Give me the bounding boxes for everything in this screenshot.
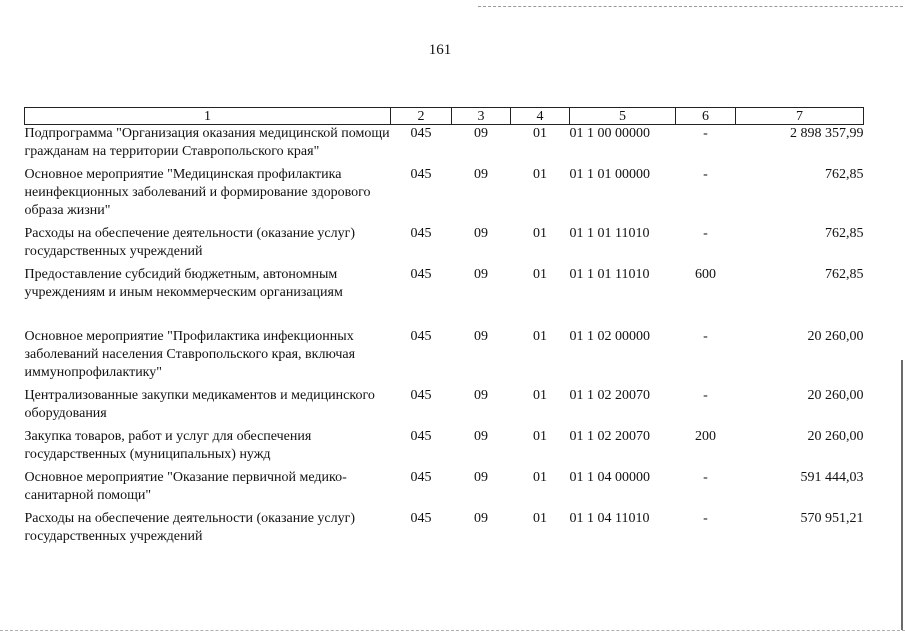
row-ministry-code: 045 — [410, 267, 432, 282]
row-expense-type: 600 — [695, 267, 716, 282]
row-sum: 2 898 357,99 — [790, 126, 864, 141]
row-name: Расходы на обеспечение деятельности (оказание услуг) государственных учреждений — [24, 511, 356, 544]
row-name: Централизованные закупки медикаментов и медицинского оборудования — [24, 388, 375, 421]
row-sum: 570 951,21 — [800, 511, 864, 526]
row-name: Закупка товаров, работ и услуг для обеспечения государственных (муниципальных) нужд — [24, 429, 312, 462]
row-subsection-code: 01 — [533, 388, 547, 403]
column-header-3: 3 — [452, 108, 511, 125]
row-expense-type: - — [703, 329, 708, 344]
scan-artifact-right-edge — [901, 360, 903, 630]
row-sum: 591 444,03 — [800, 470, 864, 485]
column-header-5: 5 — [570, 108, 676, 125]
row-target-code: 01 1 04 00000 — [569, 470, 650, 485]
row-target-code: 01 1 00 00000 — [569, 126, 650, 141]
row-subsection-code: 01 — [533, 429, 547, 444]
budget-table — [24, 107, 864, 551]
table-row — [25, 166, 864, 225]
row-expense-type: - — [703, 470, 708, 485]
row-section-code: 09 — [474, 126, 488, 141]
row-section-code: 09 — [474, 267, 488, 282]
row-ministry-code: 045 — [410, 388, 432, 403]
row-section-code: 09 — [474, 470, 488, 485]
row-subsection-code: 01 — [533, 126, 547, 141]
row-name: Основное мероприятие "Медицинская профилактика неинфекционных заболеваний и формирование здорового образа жизни" — [24, 167, 371, 218]
column-header-4: 4 — [511, 108, 570, 125]
row-subsection-code: 01 — [533, 470, 547, 485]
row-expense-type: - — [703, 226, 708, 241]
row-ministry-code: 045 — [410, 167, 432, 182]
row-subsection-code: 01 — [533, 226, 547, 241]
scan-artifact-top-line — [478, 6, 903, 7]
row-subsection-code: 01 — [533, 511, 547, 526]
header-row — [25, 108, 864, 125]
table-row — [25, 266, 864, 328]
row-target-code: 01 1 02 20070 — [569, 388, 650, 403]
row-target-code: 01 1 02 20070 — [569, 429, 650, 444]
row-sum: 20 260,00 — [807, 388, 864, 403]
row-sum: 762,85 — [825, 226, 864, 241]
row-name: Основное мероприятие "Профилактика инфекционных заболеваний населения Ставропольского края, включая иммунопрофилактику" — [24, 329, 356, 380]
row-subsection-code: 01 — [533, 329, 547, 344]
column-header-1: 1 — [25, 108, 391, 125]
row-expense-type: - — [703, 126, 708, 141]
table-row — [25, 125, 864, 167]
row-section-code: 09 — [474, 329, 488, 344]
row-name: Предоставление субсидий бюджетным, автономным учреждениям и иным некоммерческим организациям — [24, 267, 343, 300]
row-section-code: 09 — [474, 511, 488, 526]
row-name: Подпрограмма "Организация оказания медицинской помощи гражданам на территории Ставропольского края" — [24, 126, 390, 159]
row-target-code: 01 1 01 11010 — [569, 267, 650, 282]
table-row — [25, 225, 864, 266]
row-expense-type: - — [703, 388, 708, 403]
row-section-code: 09 — [474, 167, 488, 182]
row-subsection-code: 01 — [533, 267, 547, 282]
row-sum: 20 260,00 — [807, 429, 864, 444]
row-name: Расходы на обеспечение деятельности (оказание услуг) государственных учреждений — [24, 226, 356, 259]
row-name: Основное мероприятие "Оказание первичной медико-санитарной помощи" — [24, 470, 347, 503]
column-header-6: 6 — [676, 108, 736, 125]
column-header-7: 7 — [736, 108, 864, 125]
row-expense-type: - — [703, 511, 708, 526]
row-target-code: 01 1 01 11010 — [569, 226, 650, 241]
scan-artifact-bottom-line — [0, 630, 905, 631]
row-ministry-code: 045 — [410, 226, 432, 241]
table-row — [25, 510, 864, 551]
row-target-code: 01 1 02 00000 — [569, 329, 650, 344]
row-section-code: 09 — [474, 429, 488, 444]
row-subsection-code: 01 — [533, 167, 547, 182]
row-section-code: 09 — [474, 226, 488, 241]
row-section-code: 09 — [474, 388, 488, 403]
row-target-code: 01 1 04 11010 — [569, 511, 650, 526]
column-header-2: 2 — [391, 108, 452, 125]
table-row — [25, 469, 864, 510]
row-ministry-code: 045 — [410, 329, 432, 344]
row-sum: 762,85 — [825, 167, 864, 182]
table-row — [25, 387, 864, 428]
table-row — [25, 428, 864, 469]
row-ministry-code: 045 — [410, 429, 432, 444]
table-row — [25, 328, 864, 387]
row-expense-type: - — [703, 167, 708, 182]
row-ministry-code: 045 — [410, 470, 432, 485]
row-target-code: 01 1 01 00000 — [569, 167, 650, 182]
row-ministry-code: 045 — [410, 511, 432, 526]
row-sum: 762,85 — [825, 267, 864, 282]
row-ministry-code: 045 — [410, 126, 432, 141]
row-expense-type: 200 — [695, 429, 716, 444]
row-sum: 20 260,00 — [807, 329, 864, 344]
page-number: 161 — [428, 42, 452, 58]
